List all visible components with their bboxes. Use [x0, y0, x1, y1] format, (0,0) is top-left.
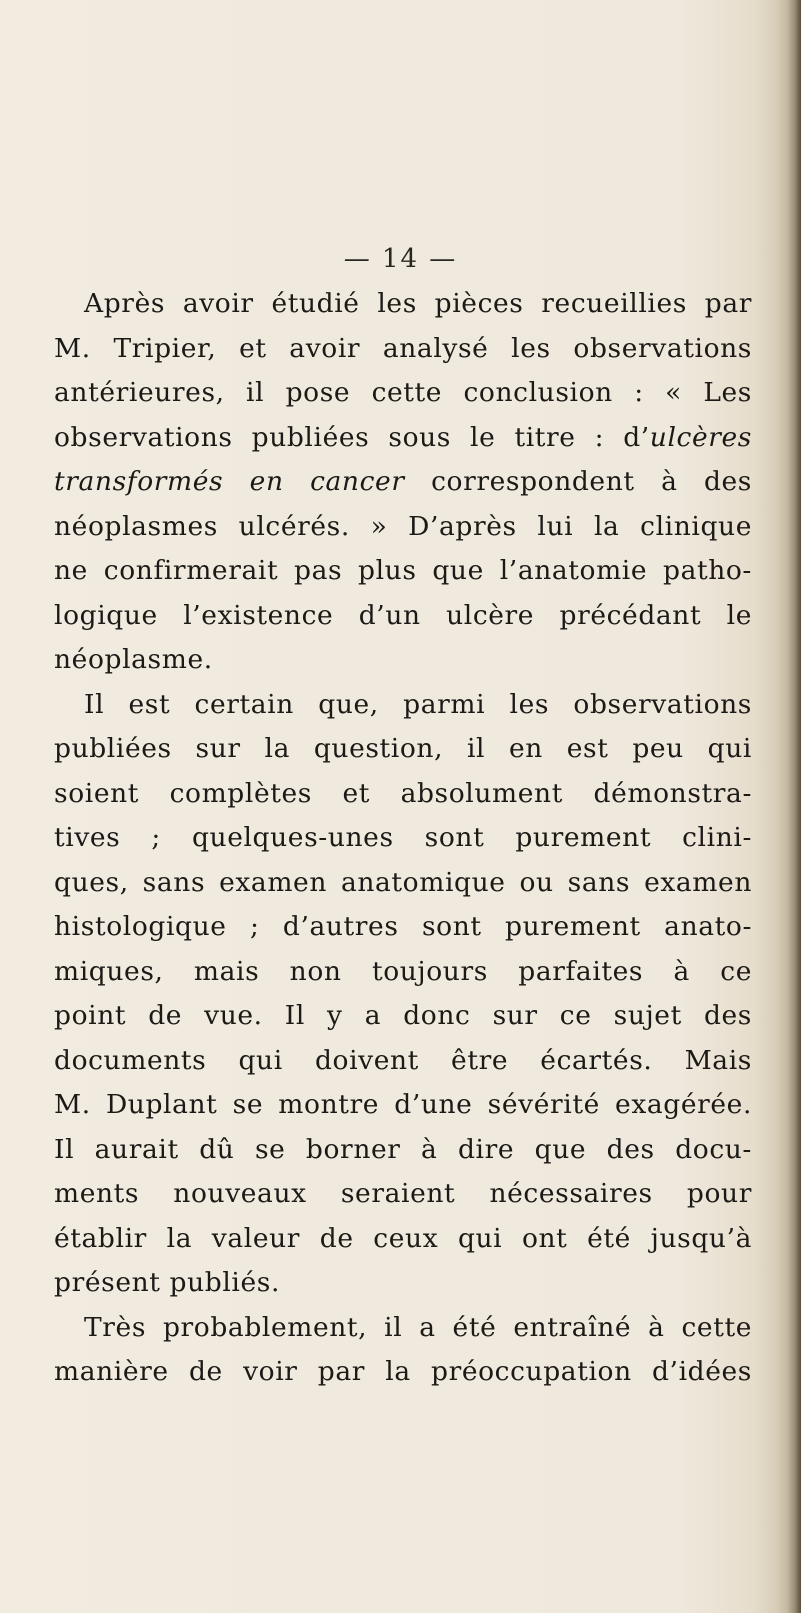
text-line: miques, mais non toujours parfaites à ce [54, 955, 752, 987]
italic-run: transformés en cancer [54, 466, 405, 497]
text-line: tives ; quelques-unes sont purement clini- [54, 822, 752, 853]
text-line: publiées sur la question, il en est peu qui [54, 733, 752, 764]
text-line: ques, sans examen anatomique ou sans examen [54, 866, 752, 898]
text-line: Il aurait dû se borner à dire que des docu- [54, 1133, 752, 1165]
text-line [54, 460, 752, 505]
text-line: logique l’existence d’un ulcère précédant le [54, 599, 752, 631]
text-line: M. Duplant se montre d’une sévérité exagérée. [54, 1089, 752, 1120]
text-line: documents qui doivent être écartés. Mais [54, 1044, 752, 1076]
text-line: établir la valeur de ceux qui ont été jusqu’à [54, 1222, 752, 1254]
text-line: néoplasme. [54, 644, 213, 675]
text-line: manière de voir par la préoccupation d’idées [54, 1356, 752, 1387]
page-number: — 14 — [343, 244, 458, 274]
italic-run: ulcères [649, 421, 752, 453]
text-line: Après avoir étudié les pièces recueillies par [84, 288, 752, 319]
text-line: histologique ; d’autres sont purement anato- [54, 911, 752, 942]
text-line [54, 416, 752, 461]
text-line: antérieures, il pose cette conclusion : « Les [54, 377, 752, 408]
body-text [54, 282, 752, 1395]
text-line: ments nouveaux seraient nécessaires pour [54, 1178, 752, 1209]
text-line: ne confirmerait pas plus que l’anatomie patho- [54, 555, 752, 586]
text-line: Il est certain que, parmi les observations [84, 688, 752, 720]
page-edge-shadow [787, 0, 801, 1613]
text-line: soient complètes et absolument démonstra- [54, 777, 752, 809]
text-line: présent publiés. [54, 1267, 280, 1298]
text-run: correspondent à des [404, 466, 752, 497]
text-line: M. Tripier, et avoir analysé les observations [54, 332, 752, 364]
text-run: observations publiées sous le titre : d’ [54, 421, 650, 453]
text-line: Très probablement, il a été entraîné à cette [84, 1311, 752, 1343]
text-line: néoplasmes ulcérés. » D’après lui la clinique [54, 510, 752, 542]
text-line: point de vue. Il y a donc sur ce sujet des [54, 1000, 752, 1031]
